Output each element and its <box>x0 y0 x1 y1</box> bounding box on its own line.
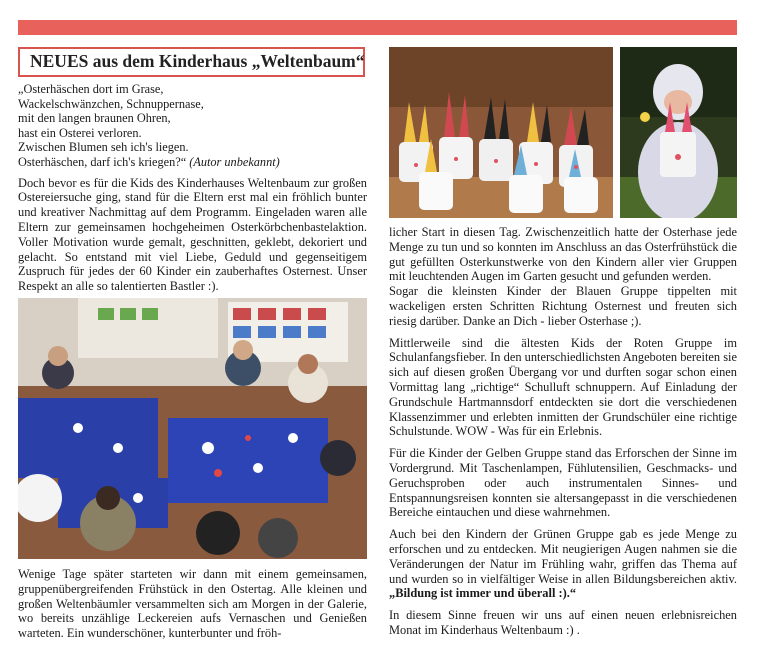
right-paragraph-1 <box>389 225 737 329</box>
right-paragraph-5: In diesem Sinne freuen wir uns auf einen neuen erlebnisreichen Monat im Kinderhaus Weltenbaum :) . <box>389 608 737 637</box>
article-title: NEUES aus dem Kinderhaus „Weltenbaum“ <box>18 47 365 77</box>
poem-line: Zwischen Blumen seh ich's liegen. <box>18 140 189 155</box>
right-paragraph-1a: licher Start in diesen Tag. Zwischenzeitlich hatte der Osterhase jede Menge zu tun und so konnten im Anschluss an das Osterfrühstück die gut gefüllten Osterkunstwerke von den Kindern aller vier Gruppen mit leuchtenden Augen im Garten gesucht und gefunden werden. <box>389 225 737 284</box>
poem-author: (Autor unbekannt) <box>189 154 280 169</box>
left-paragraph-1: Doch bevor es für die Kids des Kinderhauses Weltenbaum zur großen Ostereiersuche ging, stand für die Eltern erst mal ein fröhlich bunter und kreativer Nachmittag auf dem Programm. Eingeladen waren alle Eltern zur gemeinsamen hochgeheimen Osterkörbchenbastelaktion. Voller Motivation wurde gemalt, geschnitten, geklebt, dekoriert und gelacht. So entstand mit viel Liebe, Geduld und gegenseitigem Zuspruch für jedes der 60 Kinder ein zauberhaftes Osternest. Unser Respekt an alle so talentierten Bastler :). <box>18 175 367 294</box>
right-paragraph-1b: Sogar die kleinsten Kinder der Blauen Gruppe tippelten mit wackeligen ersten Schritten Richtung Osternest und freuten sich riesig darüber. Danke an Dich - lieber Osterhase ;). <box>389 284 737 328</box>
right-paragraph-4 <box>389 527 737 601</box>
right-paragraph-2: Mittlerweile sind die ältesten Kids der Roten Gruppe im Schulanfangsfieber. In den unterschiedlichsten Angeboten bereiten sie sich auf diesen großen Übergang vor und durften sogar schon einen Vormittag lang „richtige“ Schulluft schnuppern. Auf Einladung der Grundschule Hartmannsdorf entdeckten sie dort die verschiedenen Klassenzimmer und erlebten inmitten der Grundschüler eine richtige Schulstunde. WOW - Was für ein Erlebnis. <box>389 335 737 439</box>
poem-line: mit den langen braunen Ohren, <box>18 111 171 126</box>
poem <box>18 82 367 170</box>
motto-bold: „Bildung ist immer und überall :).“ <box>389 586 577 601</box>
poem-line: Osterhäschen, darf ich's kriegen?“ <box>18 154 187 169</box>
poem-line: Wackelschwänzchen, Schnuppernase, <box>18 96 204 111</box>
poem-line: „Osterhäschen dort im Grase, <box>18 82 164 96</box>
poem-line-last <box>18 155 367 170</box>
right-text <box>389 225 737 638</box>
poem-line: hast ein Osterei verloren. <box>18 125 142 140</box>
left-paragraph-2: Wenige Tage später starteten wir dann mit einem gemeinsamen, gruppenübergreifenden Frühstück in den Ostertag. Alle kleinen und großen Weltenbäumler versammelten sich am Morgen in der Galerie, wo bereits unzählige Leckereien aufs Vernaschen und Genießen warteten. Ein wunderschöner, kunterbunter und fröh- <box>18 566 367 641</box>
right-paragraph-4-text: Auch bei den Kindern der Grünen Gruppe gab es jede Menge zu erforschen und zu entdecken. Mit neugierigen Augen nahmen sie die Veränderungen der Natur im Frühling wahr, griffen das Thema auf und wurden so in vielfältiger Weise in allen Bildungsbereichen aktiv. <box>389 527 737 586</box>
right-column <box>389 47 737 638</box>
header-accent-bar <box>18 20 737 35</box>
easter-basket-cups-photo <box>389 47 613 218</box>
left-column <box>18 47 367 641</box>
group-crafting-photo <box>18 298 367 559</box>
right-paragraph-3: Für die Kinder der Gelben Gruppe stand das Erforschen der Sinne im Vordergrund. Mit Taschenlampen, Fühlutensilien, Geschmacks- und Geruchsproben oder auch instrumentalen Sinnes- und Entspannungsreisen konnten sie altersangepasst in die verschiedenen Bereiche eintauchen und diese wahrnehmen. <box>389 446 737 520</box>
child-easter-hat-photo <box>620 47 737 218</box>
